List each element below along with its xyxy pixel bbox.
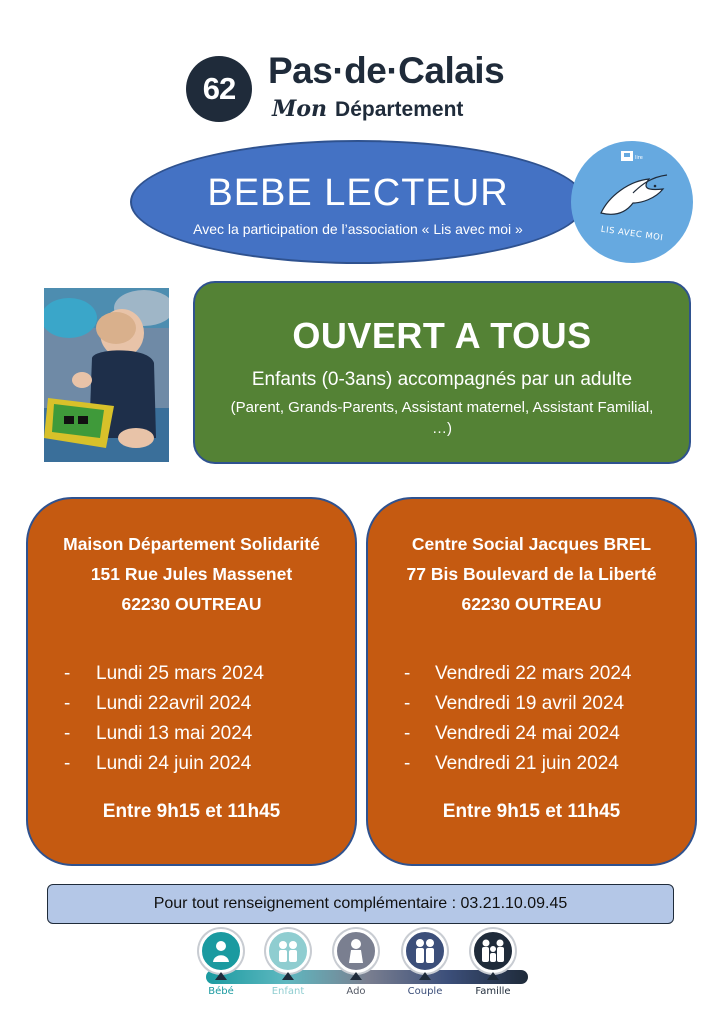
- couple-stage-icon: [403, 929, 447, 973]
- session-hours: Entre 9h15 et 11h45: [102, 801, 281, 822]
- page-title: BEBE LECTEUR: [207, 171, 509, 214]
- stage-label-couple: Couple: [407, 986, 443, 997]
- date-item: - Lundi 22avril 2024: [64, 693, 252, 714]
- svg-text:lire: lire: [635, 155, 643, 161]
- contact-info-bar: [47, 884, 674, 924]
- date-item: - Lundi 13 mai 2024: [64, 723, 253, 744]
- date-item: - Vendredi 22 mars 2024: [404, 663, 632, 684]
- location-city: 62230 OUTREAU: [121, 594, 262, 614]
- location-name: Maison Département Solidarité: [63, 534, 320, 554]
- date-item: - Vendredi 21 juin 2024: [404, 753, 619, 774]
- open-to-all-box: [193, 281, 691, 464]
- location-address: [368, 529, 695, 619]
- baby-reading-photo: [44, 288, 169, 462]
- location-city: 62230 OUTREAU: [461, 594, 602, 614]
- open-title: OUVERT A TOUS: [292, 315, 592, 356]
- stage-label-ado: Ado: [346, 986, 366, 997]
- department-badge: [186, 56, 252, 122]
- session-dates: [368, 659, 695, 779]
- location-box-right: [366, 497, 697, 866]
- date-item: - Lundi 24 juin 2024: [64, 753, 252, 774]
- contact-info-text: Pour tout renseignement complémentaire : 03.21.10.09.45: [153, 895, 568, 912]
- stage-marker-icon: [215, 972, 227, 980]
- stage-marker-icon: [282, 972, 294, 980]
- open-details: (Parent, Grands-Parents, Assistant maternel, Assistant Familial, …): [230, 399, 654, 437]
- stage-label-enfant: Enfant: [271, 986, 305, 997]
- department-title: Pas·de·Calais: [268, 50, 505, 91]
- stage-label-famille: Famille: [475, 986, 511, 997]
- date-item: - Lundi 25 mars 2024: [64, 663, 264, 684]
- location-name: Centre Social Jacques BREL: [411, 534, 652, 554]
- family-stage-icon: [471, 929, 515, 973]
- open-audience: Enfants (0-3ans) accompagnés par un adulte: [251, 369, 633, 390]
- location-street: 77 Bis Boulevard de la Liberté: [406, 564, 657, 584]
- department-subtitle: [272, 96, 463, 122]
- location-address: [28, 529, 355, 619]
- date-item: - Vendredi 19 avril 2024: [404, 693, 625, 714]
- badge-number: 62: [202, 71, 236, 106]
- departement-label: Département: [335, 98, 464, 121]
- baby-stage-icon: [199, 929, 243, 973]
- stage-label-bebe: Bébé: [208, 986, 234, 997]
- location-box-left: [26, 497, 357, 866]
- life-stages-bar: [206, 970, 528, 984]
- child-stage-icon: [266, 929, 310, 973]
- date-item: - Vendredi 24 mai 2024: [404, 723, 620, 744]
- session-dates: [28, 659, 355, 779]
- title-banner: [130, 140, 586, 264]
- lis-avec-moi-logo: [571, 141, 693, 263]
- mon-label: Mon: [272, 96, 328, 122]
- stage-marker-icon: [350, 972, 362, 980]
- teen-stage-icon: [334, 929, 378, 973]
- assoc-logo-text: LIS AVEC MOI: [600, 224, 664, 244]
- location-street: 151 Rue Jules Massenet: [90, 564, 293, 584]
- stage-marker-icon: [419, 972, 431, 980]
- stage-marker-icon: [487, 972, 499, 980]
- session-hours: Entre 9h15 et 11h45: [442, 801, 621, 822]
- page-subtitle: Avec la participation de l’association « Lis avec moi »: [193, 220, 523, 237]
